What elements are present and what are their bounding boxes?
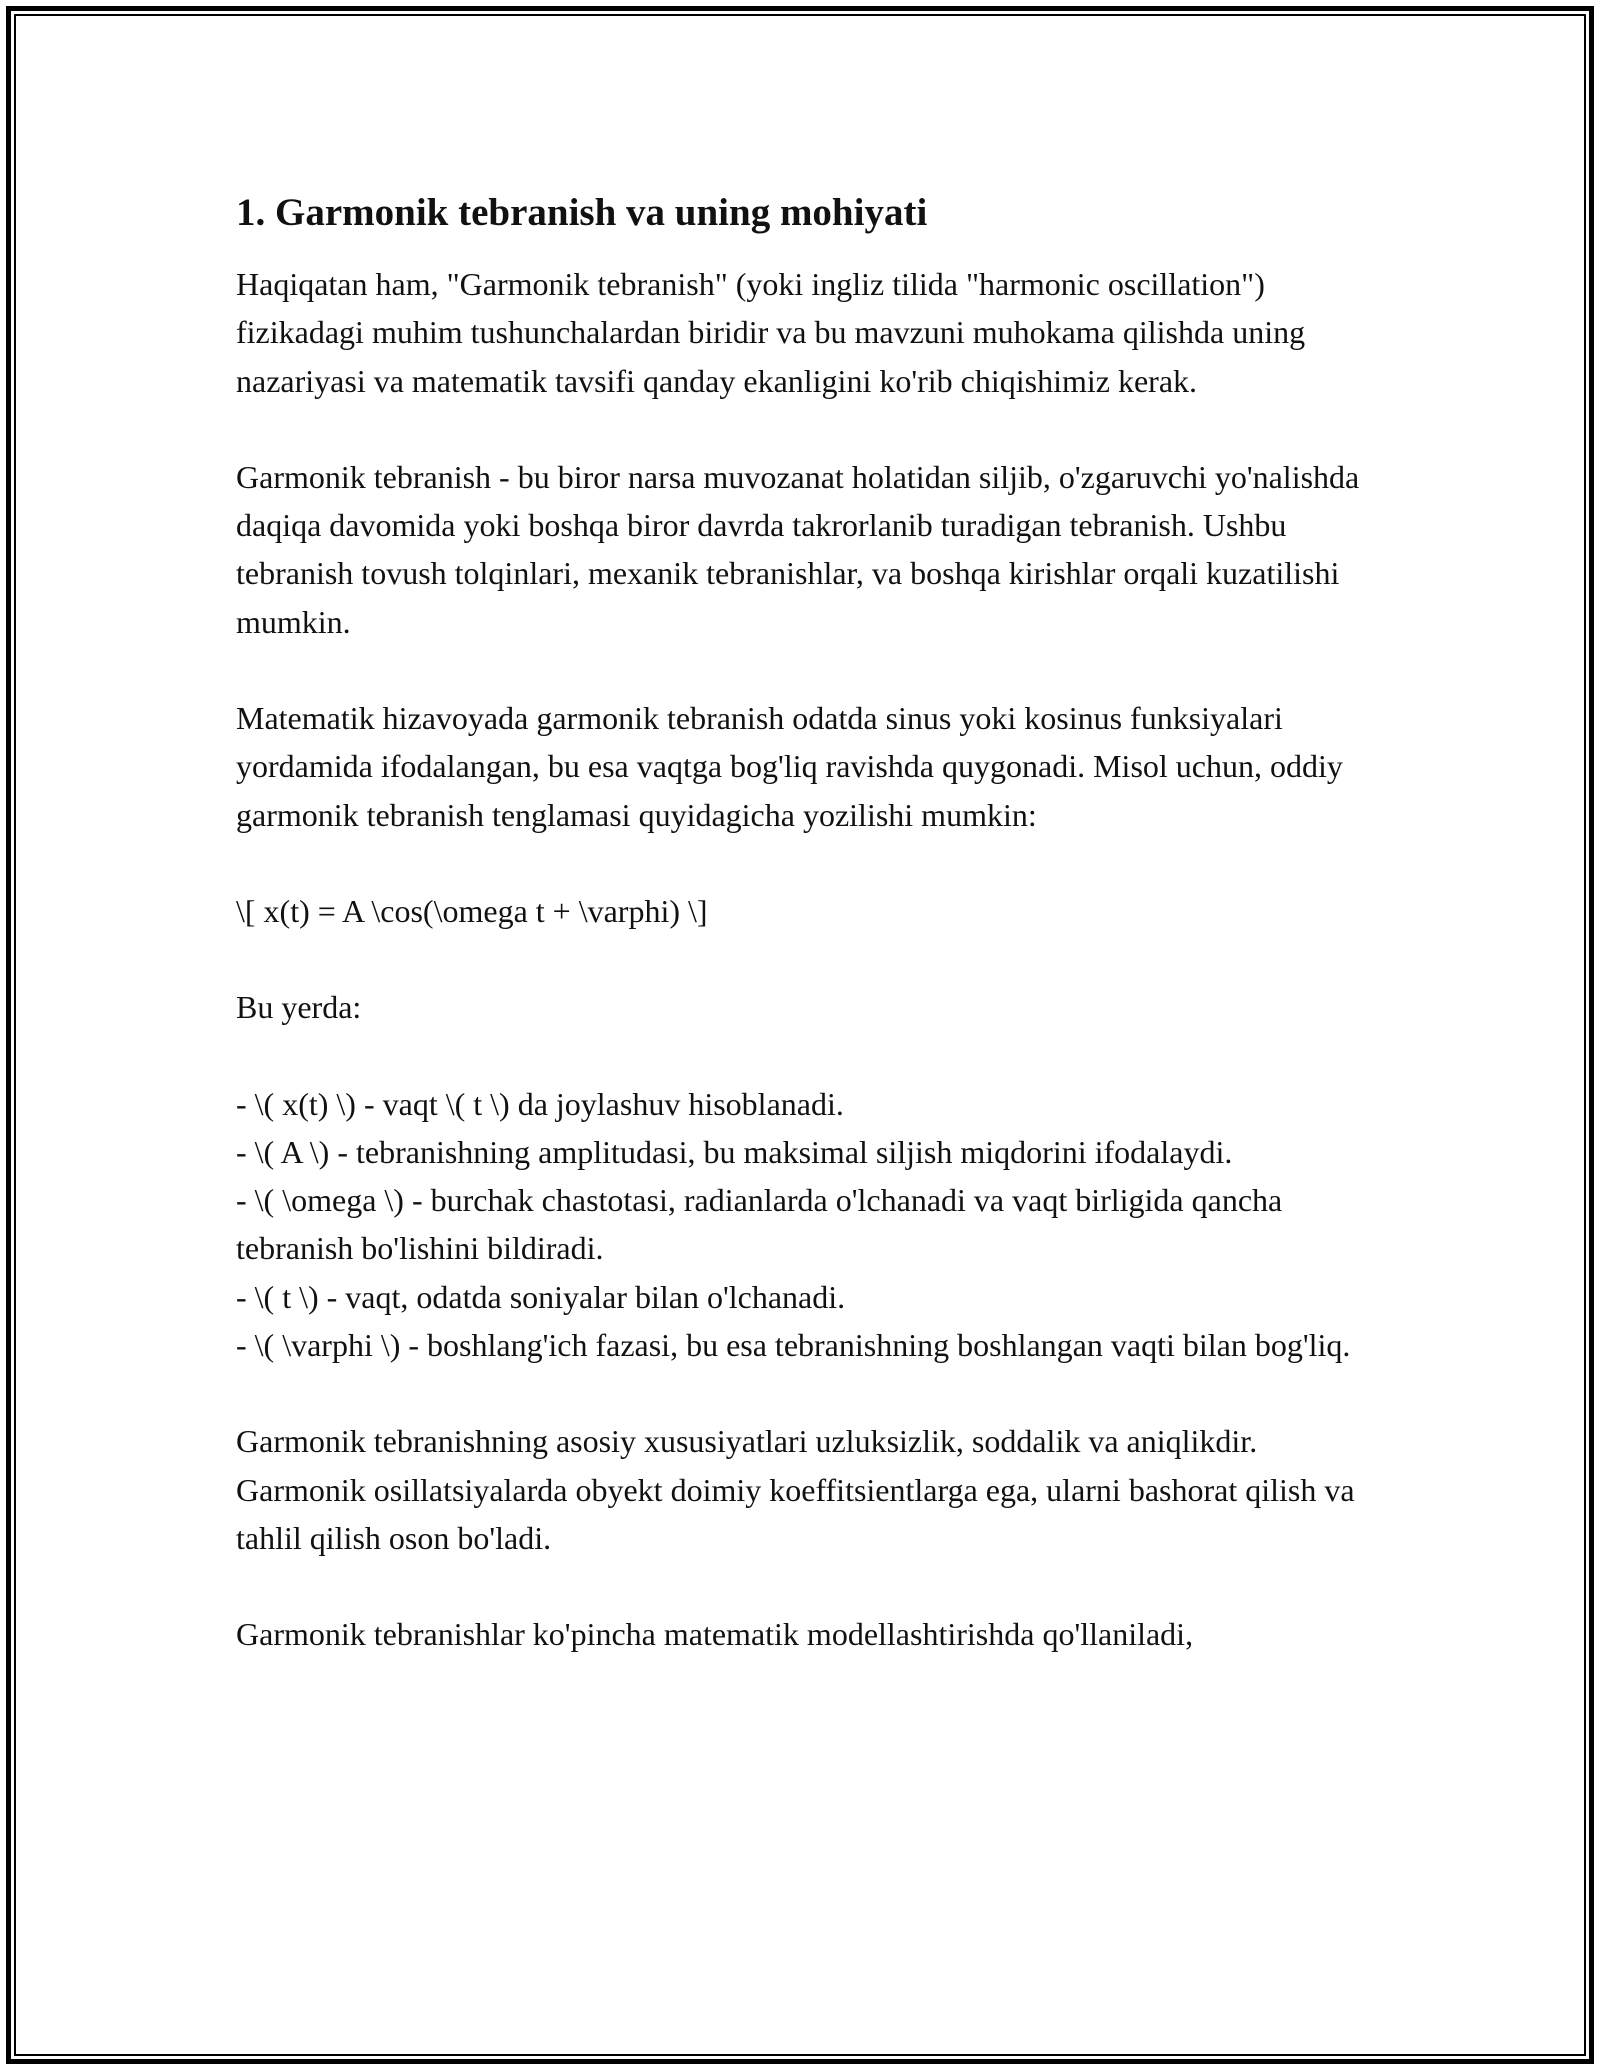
list-item: - \( x(t) \) - vaqt \( t \) da joylashuv hisoblanadi.	[236, 1085, 844, 1122]
list-item: - \( t \) - vaqt, odatda soniyalar bilan o'lchanadi.	[236, 1278, 846, 1315]
document-body	[236, 186, 1376, 1707]
paragraph-applications: Garmonik tebranishlar ko'pincha matematik modellashtirishda qo'llaniladi,	[236, 1616, 1194, 1653]
list-item: - \( \varphi \) - boshlang'ich fazasi, bu esa tebranishning boshlangan vaqti bilan bog'liq.	[236, 1327, 1351, 1364]
paragraph-properties: Garmonik tebranishning asosiy xususiyatlari uzluksizlik, soddalik va aniqlikdir. Garmonik osillatsiyalarda obyekt doimiy koeffitsientlarga ega, ularni bashorat qilish va tahlil qilish oson bo'ladi.	[236, 1423, 1355, 1556]
paragraph-math-description: Matematik hizavoyada garmonik tebranish odatda sinus yoki kosinus funksiyalari yordamida ifodalangan, bu esa vaqtga bog'liq ravishda quygonadi. Misol uchun, oddiy garmonik tebranish tenglamasi quyidagicha yozilishi mumkin:	[236, 700, 1343, 833]
equation-line: \[ x(t) = A \cos(\omega t + \varphi) \]	[236, 892, 708, 929]
list-item: - \( A \) - tebranishning amplitudasi, bu maksimal siljish miqdorini ifodalaydi.	[236, 1133, 1233, 1170]
list-item: - \( \omega \) - burchak chastotasi, radianlarda o'lchanadi va vaqt birligida qancha tebranish bo'lishini bildiradi.	[236, 1182, 1283, 1267]
variable-list	[236, 1080, 1376, 1370]
bu-yerda-label: Bu yerda:	[236, 989, 362, 1026]
paragraph-intro: Haqiqatan ham, "Garmonik tebranish" (yoki ingliz tilida "harmonic oscillation") fizikadagi muhim tushunchalardan biridir va bu mavzuni muhokama qilishda uning nazariyasi va matematik tavsifi qanday ekanligini ko'rib chiqishimiz kerak.	[236, 266, 1306, 399]
paragraph-definition: Garmonik tebranish - bu biror narsa muvozanat holatidan siljib, o'zgaruvchi yo'nalishda daqiqa davomida yoki boshqa biror davrda takrorlanib turadigan tebranish. Ushbu tebranish tovush tolqinlari, mexanik tebranishlar, va boshqa kirishlar orqali kuzatilishi mumkin.	[236, 458, 1360, 640]
section-heading: 1. Garmonik tebranish va uning mohiyati	[236, 191, 928, 234]
